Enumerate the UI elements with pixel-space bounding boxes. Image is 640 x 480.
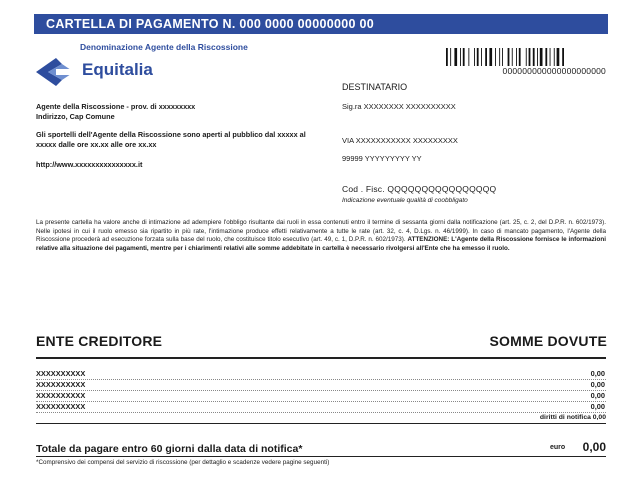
barcode-icon xyxy=(446,48,606,66)
document-title: CARTELLA DI PAGAMENTO N. 000 0000 00000000 00 xyxy=(46,17,374,31)
amount-value: 0,00 xyxy=(590,369,605,378)
legal-notice xyxy=(36,219,606,254)
legal-notice-attention: ATTENZIONE: L'Agente della Riscossione fornisce le informazioni relative alla situazione dei pagamenti, mentre per i chiarimenti relativi alle somme addebitate in cartella è necessario rivolgersi all'Ente che ha emesso il ruolo. xyxy=(36,236,606,253)
total-footnote: *Comprensivo dei compensi del servizio di riscossione (per dettaglio e scadenze vedere pagine seguenti) xyxy=(36,459,330,466)
amount-value: 0,00 xyxy=(590,402,605,411)
recipient-label: DESTINATARIO xyxy=(342,82,408,92)
table-row xyxy=(36,380,606,391)
recipient-city: 99999 YYYYYYYYY YY xyxy=(342,154,422,163)
recipient-address: VIA XXXXXXXXXXX XXXXXXXXX xyxy=(342,136,458,145)
creditor-table xyxy=(36,369,606,424)
amount-column-header: SOMME DOVUTE xyxy=(489,333,607,349)
logo-text: Equitalia xyxy=(82,60,153,79)
table-divider xyxy=(36,357,606,359)
agency-denomination: Denominazione Agente della Riscossione xyxy=(80,42,248,52)
notification-fees-row xyxy=(36,413,606,424)
creditor-name: XXXXXXXXXX xyxy=(36,369,86,378)
recipient-fiscal-code: Cod . Fisc. QQQQQQQQQQQQQQQQ xyxy=(342,184,497,194)
total-amount: 0,00 xyxy=(582,440,606,454)
recipient-name: Sig.ra XXXXXXXX XXXXXXXXXX xyxy=(342,102,456,111)
recipient-fiscal-note: Indicazione eventuale qualità di coobbligato xyxy=(342,197,468,204)
total-label: Totale da pagare entro 60 giorni dalla data di notifica* xyxy=(36,443,303,455)
amount-value: 0,00 xyxy=(590,391,605,400)
agent-website-link[interactable]: http://www.xxxxxxxxxxxxxxx.it xyxy=(36,160,143,169)
barcode-number: 000000000000000000000 xyxy=(502,66,606,76)
table-row xyxy=(36,369,606,380)
creditor-name: XXXXXXXXXX xyxy=(36,402,86,411)
agent-opening-hours: Gli sportelli dell'Agente della Riscossione sono aperti al pubblico dal xxxxx al xxxxx dalle ore xx.xx alle ore xx.xx xyxy=(36,130,306,149)
creditor-name: XXXXXXXXXX xyxy=(36,391,86,400)
creditor-column-header: ENTE CREDITORE xyxy=(36,333,163,349)
total-currency: euro xyxy=(550,444,566,451)
agent-address: Indirizzo, Cap Comune xyxy=(36,112,115,121)
legal-notice-body: La presente cartella ha valore anche di intimazione ad adempiere l'obbligo risultante dai ruoli in essa contenuti entro il termine di sessanta giorni dalla notificazione (art. 25, c. 2, del D.P.R. n. 602/1973). Nelle ipotesi in cui il ruolo emesso sia ripartito in più rate, l'intimazione produce effetti relativamente a tutte le rate (art. 32, c. 4, D.Lgs. n. 46/1999). In caso di mancato pagamento, l'Agente della Riscossione procederà ad esecuzione forzata sulla base del ruolo, che costituisce titolo esecutivo (art. 49, c. 1, D.P.R. n. 602/1973). xyxy=(36,219,606,244)
table-row xyxy=(36,402,606,413)
agent-name: Agente della Riscossione - prov. di xxxxxxxxx xyxy=(36,102,196,111)
amount-value: 0,00 xyxy=(590,380,605,389)
notification-fees: diritti di notifica 0,00 xyxy=(539,414,606,421)
creditor-name: XXXXXXXXXX xyxy=(36,380,86,389)
document-title-bar xyxy=(34,14,608,34)
total-divider xyxy=(36,456,606,457)
table-row xyxy=(36,391,606,402)
